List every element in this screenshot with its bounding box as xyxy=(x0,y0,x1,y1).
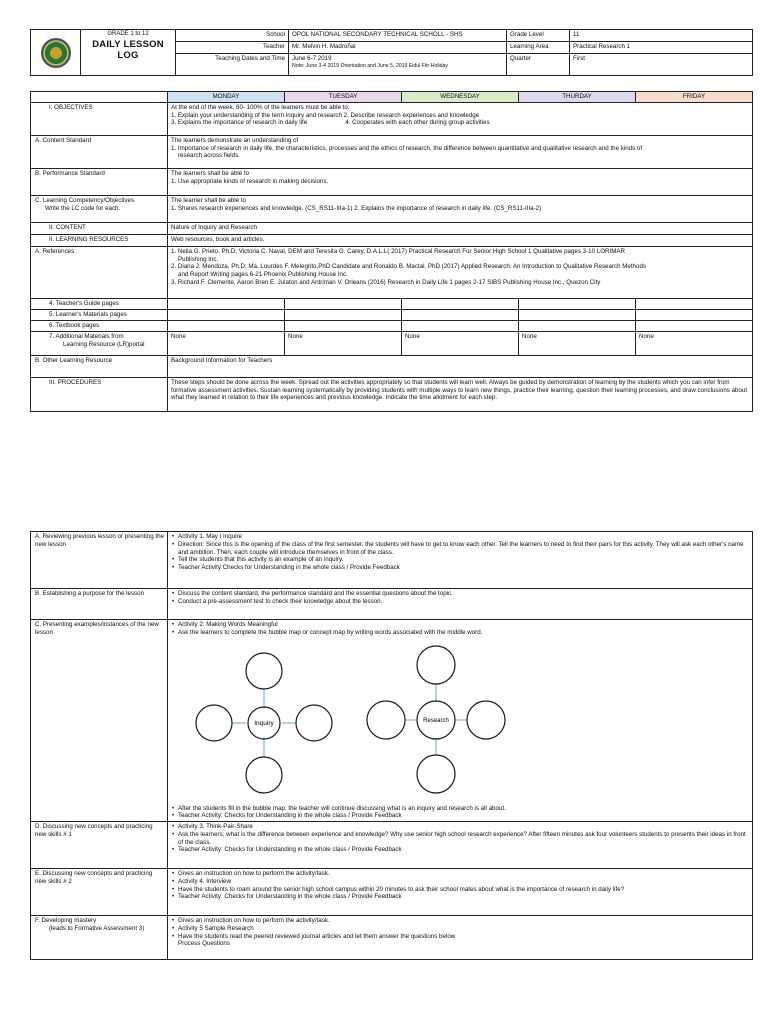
bullet-item: • Activity 5 Sample Research xyxy=(171,925,749,933)
learning-resources-value: Web resources, book and articles. xyxy=(168,234,753,246)
objective-4: 4. Cooperates with each other during group activities xyxy=(345,119,490,127)
reference-line: and Report Writing pages 6-21 Phoenix Publishing House Inc. xyxy=(178,271,348,278)
inquiry-bubble-top[interactable] xyxy=(246,653,282,689)
quarter-value: First xyxy=(570,54,753,76)
bullet-item: • Gives an instruction on how to perform the activity/task. xyxy=(171,917,749,925)
dates-label: Teaching Dates and Time xyxy=(176,54,289,76)
bullet-item: • Ask the learners; what is the difference between experience and knowledge? Why use senior high school research experience? After fifteen minutes ask four volunteers students to presents their ideas in front of the class. xyxy=(171,831,749,847)
additional-materials-label-line: Learning Resource (LR)portal xyxy=(63,340,145,348)
dates-value: June 6-7 2019 xyxy=(292,55,332,62)
research-bubble-right[interactable] xyxy=(467,701,505,739)
performance-standard-label: B. Performance Standard xyxy=(31,168,168,195)
competency-content xyxy=(168,195,753,222)
competency-label-line: Write the LC code for each. xyxy=(45,204,121,212)
reviewing-label: A. Reviewing previous lesson or presenting the new lesson xyxy=(31,532,168,589)
competency-label-line: C. Learning Competency/Objectives xyxy=(35,196,135,204)
research-center-label: Research xyxy=(423,717,449,724)
research-bubble-bottom[interactable] xyxy=(417,755,455,793)
deped-logo-cell xyxy=(31,30,81,76)
objectives-line: At the end of the week, 80- 100% of the learners must be able to: xyxy=(171,103,350,111)
dates-cell xyxy=(289,54,507,76)
research-bubble-left[interactable] xyxy=(367,701,405,739)
content-standard-line: research across fields. xyxy=(178,152,240,160)
procedures-label: III. PROCEDURES xyxy=(31,377,168,411)
content-standard-line: The learners demonstrate an understanding of xyxy=(171,136,299,144)
bullet-item: • Activity 1. May I Inquire xyxy=(171,533,749,541)
title-cell xyxy=(81,30,176,76)
additional-wednesday: None xyxy=(402,331,519,355)
dates-note: Note: June 3-4 2019 Orientation and June 5, 2019 Eidul Fitr Holiday xyxy=(292,62,449,69)
discussing-2-label: E. Discussing new concepts and practicing new skills # 2 xyxy=(31,869,168,916)
bullet-item: • Discuss the content standard, the performance standard and the essential questions about the topic. xyxy=(171,590,749,598)
performance-standard-content xyxy=(168,168,753,195)
day-wednesday: WEDNESDAY xyxy=(402,92,519,103)
bullet-item: • Teacher Activity: Checks for Understanding in the whole class / Provide Feedback xyxy=(171,893,749,901)
lesson-plan-table xyxy=(30,91,752,412)
learning-resources-label: II. LEARNING RESOURCES xyxy=(31,234,168,246)
day-thursday: THURDAY xyxy=(519,92,636,103)
mastery-label-line: F. Developing mastery xyxy=(35,917,97,924)
bullet-item: • Have the students to roam around the senior high school campus within 20 minutes to ask their school mates about what is the importance of research in daily life? xyxy=(171,886,749,894)
additional-thursday: None xyxy=(519,331,636,355)
content-label: II. CONTENT xyxy=(31,222,168,234)
teacher-label: Teacher xyxy=(176,42,289,54)
inquiry-bubble-left[interactable] xyxy=(196,705,232,741)
bullet-item: • Teacher Activity:Checks for Understanding in the whole class / Provide Feedback xyxy=(171,564,749,572)
quarter-label: Quarter xyxy=(507,54,570,76)
additional-materials-label xyxy=(31,331,168,355)
mastery-content xyxy=(168,916,753,960)
day-friday: FRIDAY xyxy=(636,92,753,103)
inquiry-bubble-bottom[interactable] xyxy=(246,757,282,793)
bullet-item: • Teacher Activity: Checks for Understanding in the whole class / Provide Feedback xyxy=(171,812,749,820)
teacher-value: Mr. Melvin H. Madroñal xyxy=(289,42,507,54)
bullet-item: • Conduct a pre-assessment test to check their knowledge about the lesson. xyxy=(171,598,749,606)
presenting-content xyxy=(168,620,753,822)
day-tuesday: TUESDAY xyxy=(285,92,402,103)
content-standard-content xyxy=(168,135,753,168)
other-resource-value: Background Information for Teachers xyxy=(168,355,753,377)
purpose-label: B. Establishing a purpose for the lesson xyxy=(31,589,168,620)
competency-line: The learner shall be able to xyxy=(171,196,246,204)
presenting-label: C. Presenting examples/instances of the new lesson xyxy=(31,620,168,822)
additional-monday: None xyxy=(168,331,285,355)
additional-friday: None xyxy=(636,331,753,355)
inquiry-center-label: Inquiry xyxy=(254,719,274,727)
bullet-item: • Ask the learners to complete the bubble map or concept map by writing words associated with the middle word. xyxy=(171,629,749,637)
additional-materials-label-line: 7. Additional Materials from xyxy=(49,332,124,340)
bullet-item: • After the students fill in the bubble map, the teacher will continue discussing what is an inquiry and research is all about. xyxy=(171,805,749,813)
bullet-item: • Tell the students that this activity is an example of an inquiry. xyxy=(171,556,749,564)
objectives-line xyxy=(171,119,749,127)
reviewing-content xyxy=(168,532,753,589)
reference-line: 1. Nelia G. Prieto, Ph.D; Victoria C. Naval, DEM and Teresita G. Carey, D.A.L.L( 2017) Practical Research For Senior High School 1 Qualitative pages 3-10 LORIMAR xyxy=(171,247,625,255)
content-value: Nature of Inquiry and Research xyxy=(168,222,753,234)
objectives-content xyxy=(168,102,753,135)
bullet-item: • Activity 3. Think-Pair-Share xyxy=(171,823,749,831)
reference-line: 3. Richard F. Clemente, Aaron Bren E. Julaton and Antriman V. Orleans (2016) Research in Daily Life 1 pages 2-17 SIBS Publishing House Inc., Quezon City xyxy=(171,278,601,286)
performance-standard-line: 1. Use appropriate kinds of research in making decisions. xyxy=(171,177,329,185)
teachers-guide-label: 4. Teacher's Guide pages xyxy=(31,298,168,309)
deped-seal-icon xyxy=(41,38,71,68)
day-header-spacer xyxy=(31,92,168,103)
research-bubble-top[interactable] xyxy=(417,646,455,684)
learners-materials-label: 5. Learner's Materials pages xyxy=(31,309,168,320)
day-monday: MONDAY xyxy=(168,92,285,103)
learning-area-value: Practical Research 1 xyxy=(570,42,753,54)
purpose-content xyxy=(168,589,753,620)
grade-level-label: Grade Level xyxy=(507,30,570,42)
learning-area-label: Learning Area xyxy=(507,42,570,54)
content-standard-label: A. Content Standard xyxy=(31,135,168,168)
references-content xyxy=(168,246,753,298)
grade-range: GRADE 1 to 12 xyxy=(107,31,149,37)
objectives-label: I. OBJECTIVES xyxy=(31,102,168,135)
school-value: OPOL NATIONAL SECONDARY TECHNICAL SCHOLL - SHS xyxy=(289,30,507,42)
performance-standard-line: The learners shall be able to xyxy=(171,169,250,177)
procedures-text: These steps should be done across the week. Spread out the activities appropriately so that students will learn well. Always be guided by demonstration of learning by the students which you can infer from formative assessment activities. Sustain learning systematically by providing students with multiple ways to learn new things, practice their learning, question their learning processes, and draw conclusions about what they learned in relation to their life experiences and previous knowledge. Indicate the time allotment for each step. xyxy=(168,377,753,411)
bullet-item: • Direction: Since this is the opening of the class of the first semester, the students will have to get to know each other. Tell the learners to need to find their pairs for this activity. They will ask each other's name and ambition. Then, each couple will introduce themselves in front of the class. xyxy=(171,541,749,557)
mastery-label-line: (leads to Formative Assessment 3) xyxy=(49,924,145,932)
bullet-item: • Activity 4. Interview xyxy=(171,878,749,886)
lesson-log-header xyxy=(30,29,752,76)
procedures-table xyxy=(30,531,752,960)
bullet-item: • Activity 2: Making Words Meaningful xyxy=(171,621,749,629)
competency-line: 1. Shares research experiences and knowledge. (CS_RS11-IIIa-1) 2. Explains the importance of research in daily life. (CS_RS11-IIIa-2) xyxy=(171,204,542,212)
grade-level-value: 11 xyxy=(570,30,753,42)
other-resource-label: B. Other Learning Resource xyxy=(31,355,168,377)
additional-tuesday: None xyxy=(285,331,402,355)
bullet-item: • Teacher Activity: Checks for Understanding in the whole class / Provide Feedback xyxy=(171,846,749,854)
mastery-label xyxy=(31,916,168,960)
content-standard-line: 1. Importance of research in daily life, the characteristics, processes and the ethics of research, the difference between quantitative and qualitative research and the kinds of xyxy=(171,144,643,152)
document-title: DAILY LESSON LOG xyxy=(92,38,164,62)
bullet-item: • Have the students read the peered reviewed journal articles and let them answer the questions below xyxy=(171,933,749,941)
inquiry-bubble-right[interactable] xyxy=(296,705,332,741)
discussing-2-content xyxy=(168,869,753,916)
objective-3: 3. Explains the importance of research in daily life xyxy=(171,119,308,127)
objectives-line: 1. Explain your understanding of the term inquiry and research 2. Describe research experiences and knowledge xyxy=(171,111,480,119)
school-label: School xyxy=(176,30,289,42)
bullet-item: • Gives an instruction on how to perform the activity/task. xyxy=(171,870,749,878)
bubble-maps xyxy=(171,637,749,805)
textbook-label: 6. Textbook pages xyxy=(31,320,168,331)
competency-label xyxy=(31,195,168,222)
reference-line: 2. Diana J. Mendoza, Ph.D; Ma. Lourdes F. Melegrito,PhD Candidate and Ronaldo B. Mactal, PhD (2017) Applied Research: An Introduction to Qualitative Research Methods xyxy=(171,263,646,271)
references-label: A. References xyxy=(31,246,168,298)
discussing-1-label: D. Discussing new concepts and practicing new skills # 1 xyxy=(31,822,168,869)
reference-line: Publishing Inc. xyxy=(178,255,219,263)
process-questions-label: Process Questions xyxy=(178,940,230,948)
discussing-1-content xyxy=(168,822,753,869)
